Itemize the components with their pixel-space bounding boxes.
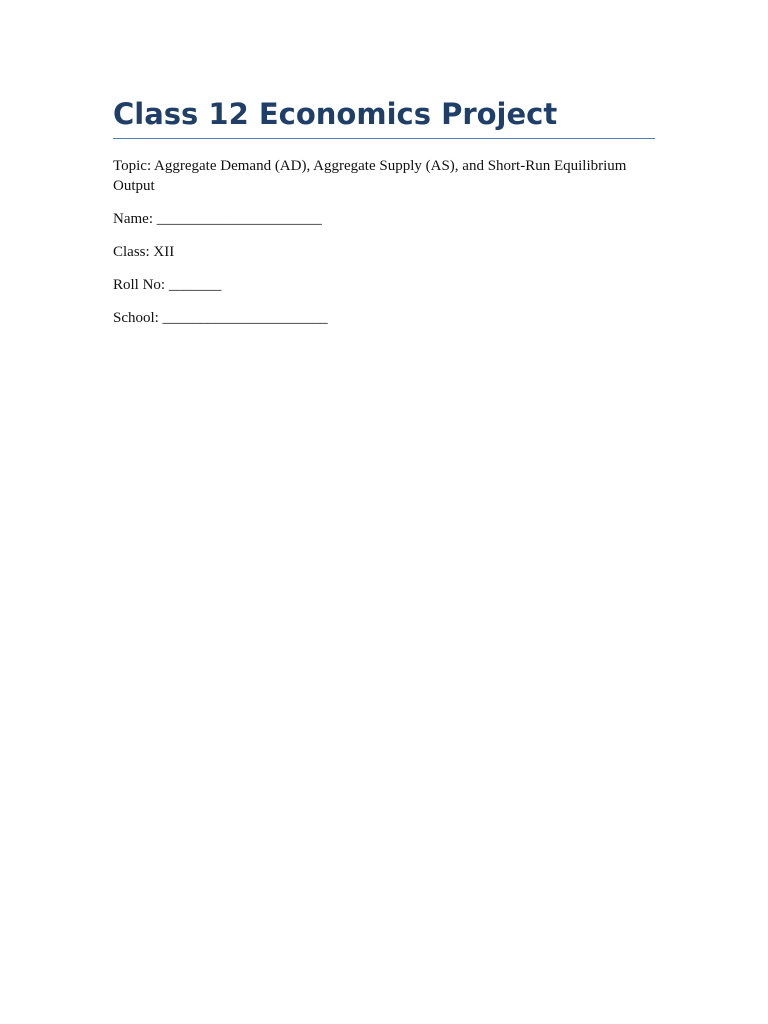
class-field-line: Class: XII bbox=[113, 244, 175, 260]
school-field-line: School: ______________________ bbox=[113, 310, 328, 326]
document-body bbox=[113, 96, 655, 328]
name-field-line: Name: ______________________ bbox=[113, 211, 322, 227]
roll-number-field-line: Roll No: _______ bbox=[113, 277, 222, 293]
topic-text: Topic: Aggregate Demand (AD), Aggregate Supply (AS), and Short-Run Equilibrium Output bbox=[113, 158, 627, 194]
document-title: Class 12 Economics Project bbox=[113, 96, 655, 139]
